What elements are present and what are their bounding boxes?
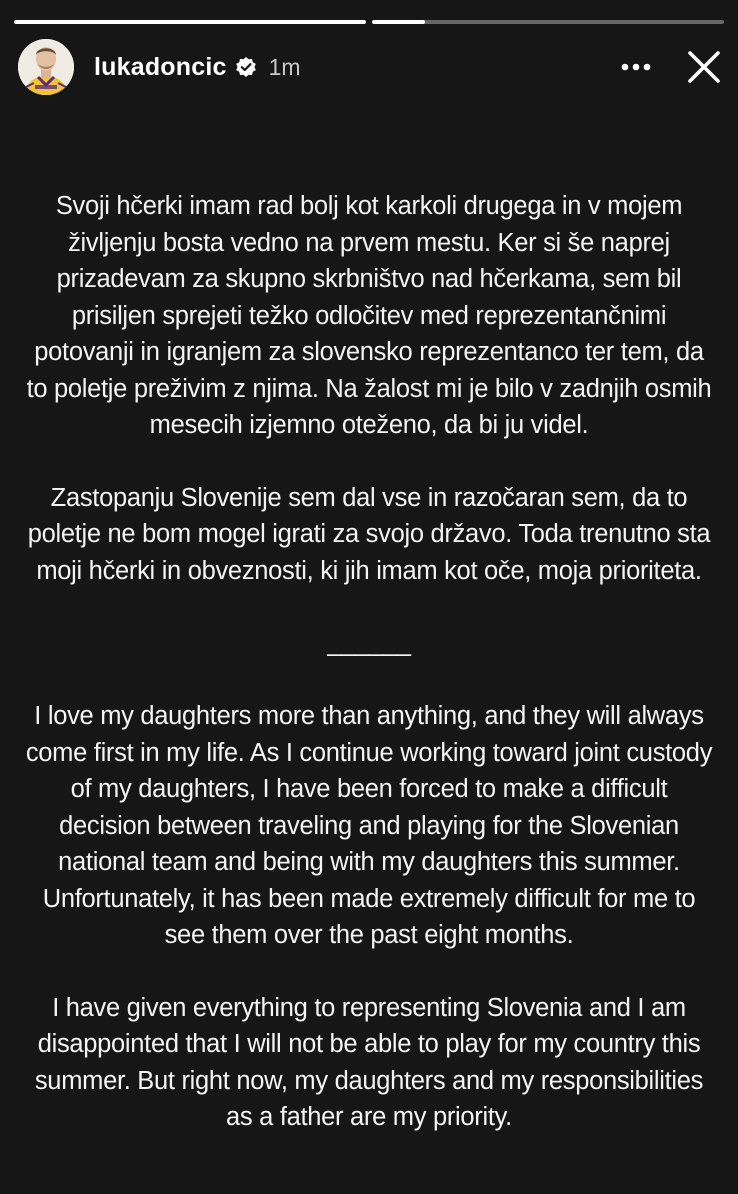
progress-fill (372, 20, 425, 24)
paragraph-gap (22, 661, 716, 698)
avatar[interactable] (18, 39, 74, 95)
close-button[interactable] (684, 47, 724, 87)
paragraph-gap (22, 954, 716, 990)
avatar-image (18, 39, 74, 95)
story-text-content (22, 188, 716, 1136)
story-header (18, 38, 724, 96)
english-paragraph-2: I have given everything to representing Slovenia and I am disappointed that I will not be able to play for my country this summer. But right now, my daughters and my responsibilities as a father are my priority. (34, 993, 704, 1131)
close-icon (687, 50, 721, 84)
english-paragraph-1: I love my daughters more than anything, and they will always come first in my life. As I continue working toward joint custody of my daughters, I have been forced to make a difficult decision between traveling and playing for the Slovenian national team and being with my daughters this summer. Unfortunately, it has been made extremely difficult for me to see them over the past eight months. (25, 702, 713, 949)
divider-line: ______ (327, 629, 411, 657)
slovene-paragraph-2: Zastopanju Slovenije sem dal vse in razočaran sem, da to poletje ne bom mogel igrati za svojo državo. Toda trenutno sta moji hčerki in obveznosti, ki jih imam kot oče, moja prioriteta. (27, 483, 711, 585)
username[interactable]: lukadoncic (94, 52, 227, 81)
verified-badge-icon (235, 56, 257, 78)
progress-segment (372, 20, 724, 24)
story-timestamp: 1m (268, 53, 301, 80)
more-options-button[interactable] (616, 47, 656, 87)
story-progress-bar (14, 20, 724, 24)
progress-segment (14, 20, 366, 24)
more-horizontal-icon (621, 63, 651, 71)
progress-fill (14, 20, 366, 24)
paragraph-gap (22, 444, 716, 480)
slovene-paragraph-1: Svoji hčerki imam rad bolj kot karkoli drugega in v mojem življenju bosta vedno na prvem mestu. Ker si še naprej prizadevam za skupno skrbništvo nad hčerkama, sem bil prisiljen sprejeti težko odločitev med reprezentančnimi potovanji in igranjem za slovensko reprezentanco ter tem, da to poletje preživim z njima. Na žalost mi je bilo v zadnjih osmih mesecih izjemno oteženo, da bi ju videl. (26, 192, 712, 439)
